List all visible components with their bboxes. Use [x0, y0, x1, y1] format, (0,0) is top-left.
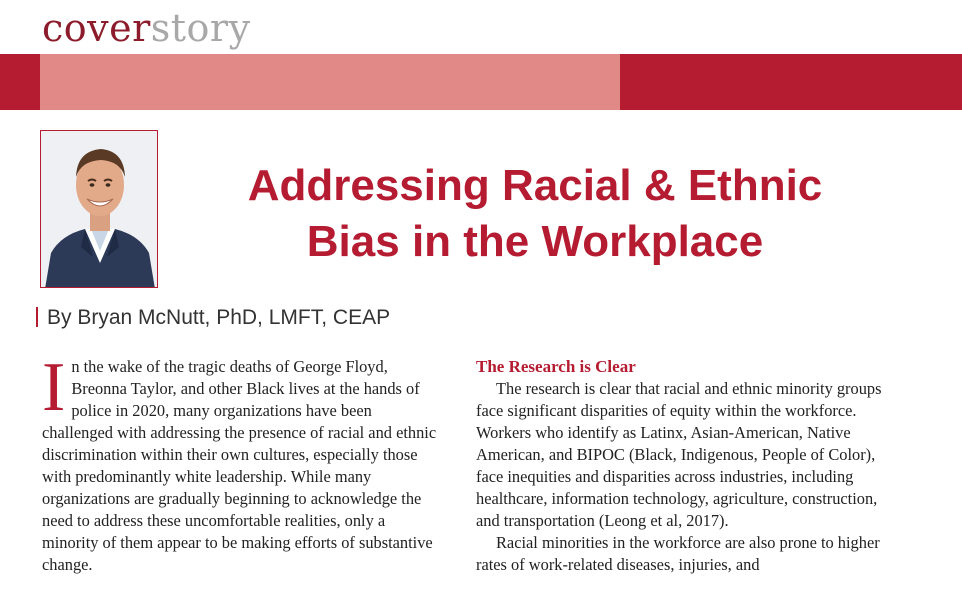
- section-heading: The Research is Clear: [476, 357, 636, 376]
- byline-bar: [36, 307, 38, 327]
- drop-cap: I: [42, 349, 66, 426]
- author-photo: [40, 130, 158, 288]
- article-headline: [170, 158, 900, 270]
- header-band-middle: [40, 54, 620, 110]
- section-label: [42, 6, 251, 50]
- research-paragraph-1: The research is clear that racial and ethnic minority groups face significant disparities of equity within the workforce. Workers who identify as Latinx, Asian-American, Native American, and BIPOC (Black, Indigenous, People of Color), face inequities and disparities across industries, including healthcare, information technology, agriculture, construction, and transportation (Leong et al, 2017).: [476, 379, 882, 530]
- header-band-left: [0, 54, 40, 110]
- headline-line-2: Bias in the Workplace: [306, 217, 764, 266]
- column-right: [476, 356, 886, 576]
- section-label-cover: cover: [42, 6, 151, 50]
- section-label-story: story: [150, 6, 251, 50]
- author-portrait-illustration: [41, 131, 158, 288]
- column-left: [42, 349, 440, 576]
- byline: [36, 304, 390, 332]
- headline-line-1: Addressing Racial & Ethnic: [247, 161, 823, 210]
- header-band-right: [620, 54, 962, 110]
- intro-paragraph: n the wake of the tragic deaths of George Floyd, Breonna Taylor, and other Black lives at the hands of police in 2020, many organizations have been challenged with addressing the presence of racial and ethnic discrimination within their own cultures, especially those with predominantly white leadership. While many organizations are gradually beginning to acknowledge the need to address these uncomfortable realities, only a minority of them appear to be making efforts of substantive change.: [42, 357, 437, 574]
- research-paragraph-2: Racial minorities in the workforce are also prone to higher rates of work-related diseases, injuries, and: [476, 533, 880, 574]
- byline-text: By Bryan McNutt, PhD, LMFT, CEAP: [47, 306, 391, 329]
